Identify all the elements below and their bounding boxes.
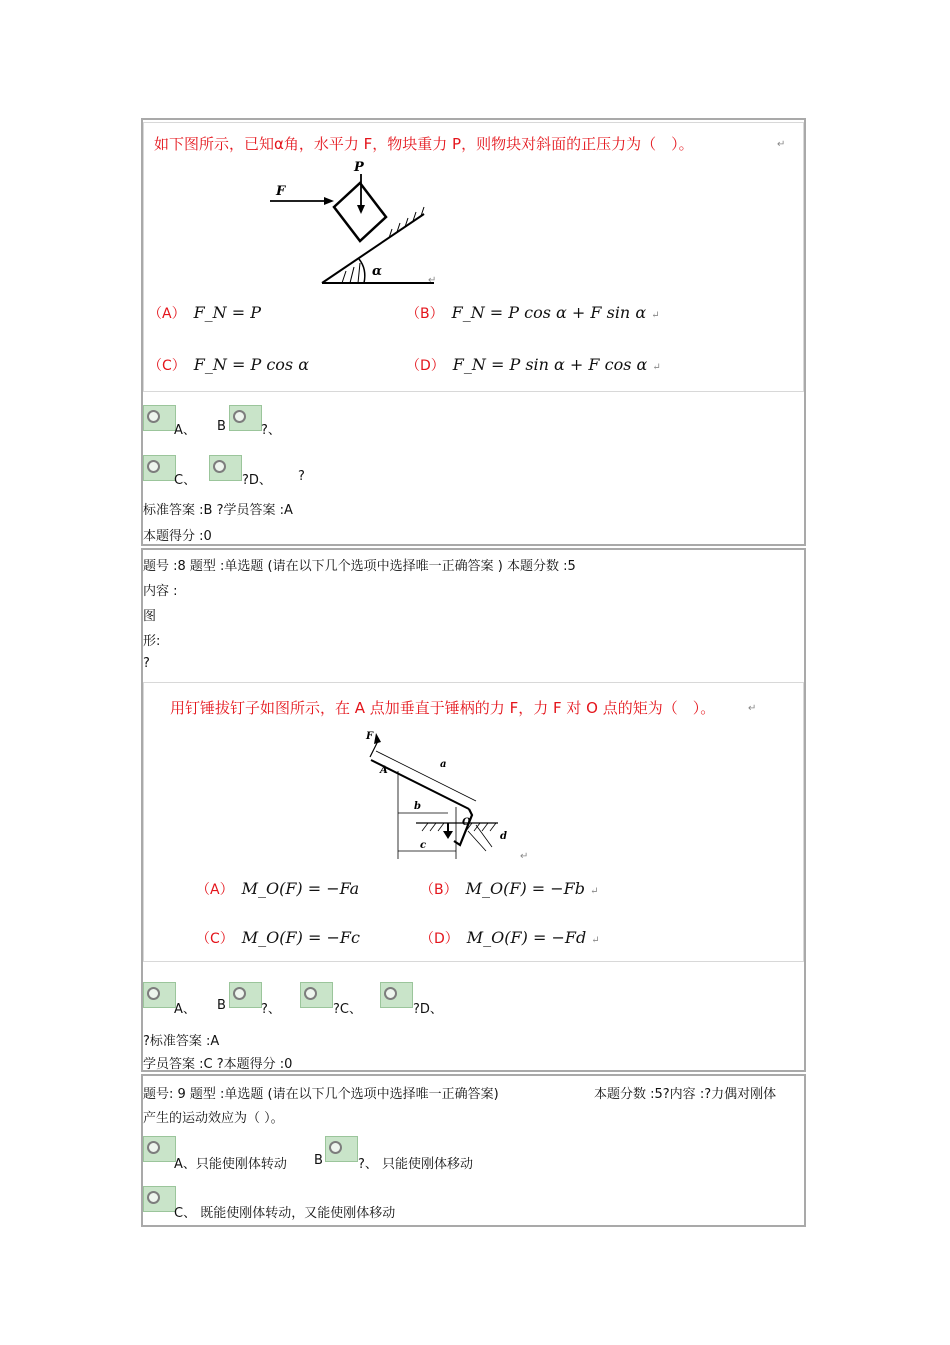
radio-circle-icon [384, 987, 397, 1000]
question-8-stem: 用钉锤拔钉子如图所示，在 A 点加垂直于锤柄的力 F，力 F 对 O 点的矩为（ ）。 [170, 699, 716, 717]
q9-radio-c[interactable] [143, 1186, 176, 1212]
question-7-stem: 如下图所示，已知α角，水平力 F，物块重力 P，则物块对斜面的正压力为（ ）。 [154, 135, 694, 153]
return-mark: ↵ [520, 851, 529, 862]
point-a-label: A [380, 765, 388, 776]
q7-choice-d-label: ?D、 [242, 473, 272, 488]
radio-circle-icon [147, 410, 160, 423]
q8-radio-b[interactable] [229, 982, 262, 1008]
dim-a-label: a [440, 759, 447, 770]
q7-choice-d-suffix: ? [298, 469, 305, 484]
radio-circle-icon [233, 987, 246, 1000]
q8-formula-option-c: （C） M_O(F) = −Fc [196, 928, 360, 947]
q8-header: 题号 :8 题型 :单选题 (请在以下几个选项中选择唯一正确答案 ) 本题分数 :5 [143, 559, 576, 574]
radio-circle-icon [233, 410, 246, 423]
radio-circle-icon [147, 1191, 160, 1204]
return-mark: ↵ [428, 275, 437, 286]
q7-score: 本题得分 :0 [143, 529, 212, 544]
q7-choice-b-suffix: ?、 [261, 423, 281, 438]
force-f-label: F [276, 184, 286, 199]
return-mark: ↵ [748, 703, 757, 714]
radio-circle-icon [304, 987, 317, 1000]
q7-choice-c-label: C、 [174, 473, 197, 488]
q7-radio-a[interactable] [143, 405, 176, 431]
q9-header-line2: 产生的运动效应为（ ）。 [143, 1111, 284, 1126]
q9-radio-a[interactable] [143, 1136, 176, 1162]
q9-header-left: 题号: 9 题型 :单选题 (请在以下几个选项中选择唯一正确答案) [143, 1087, 499, 1102]
q8-figure-label-1: 图 [143, 609, 157, 624]
dim-d-label: d [500, 831, 507, 842]
radio-circle-icon [329, 1141, 342, 1154]
q8-choice-a-label: A、 [174, 1002, 196, 1017]
angle-alpha-label: α [372, 264, 383, 279]
question-8-figure-panel [143, 682, 804, 962]
q8-student-answer-score: 学员答案 :C ?本题得分 :0 [143, 1057, 293, 1072]
q7-formula-option-b: （B） F_N = P cos α + F sin α ↵ [406, 303, 660, 322]
force-f-label: F [366, 731, 374, 742]
q7-formula-option-d: （D） F_N = P sin α + F cos α ↵ [406, 355, 661, 374]
q8-formula-option-a: （A） M_O(F) = −Fa [196, 879, 360, 898]
q8-placeholder: ? [143, 656, 150, 671]
q9-choice-b-letter: B [314, 1153, 323, 1168]
q9-radio-b[interactable] [325, 1136, 358, 1162]
radio-circle-icon [147, 1141, 160, 1154]
hammer-nail-diagram [366, 727, 546, 862]
q7-standard-answer: 标准答案 :B ?学员答案 :A [143, 503, 293, 518]
q8-radio-c[interactable] [300, 982, 333, 1008]
point-o-label: O [462, 817, 471, 828]
q8-content-label: 内容 : [143, 584, 178, 599]
q9-choice-a-label: A、只能使刚体转动 [174, 1157, 287, 1172]
q8-figure-label-2: 形: [143, 634, 161, 649]
q8-radio-d[interactable] [380, 982, 413, 1008]
q7-choice-b-letter: B [217, 419, 226, 434]
radio-circle-icon [213, 460, 226, 473]
q8-choice-b-suffix: ?、 [261, 1002, 281, 1017]
return-mark: ↵ [777, 139, 786, 150]
dim-b-label: b [414, 801, 421, 812]
q9-choice-b-label: ?、 只能使刚体移动 [358, 1157, 474, 1172]
q9-choice-c-label: C、 既能使刚体转动，又能使刚体移动 [174, 1206, 396, 1221]
q7-radio-b[interactable] [229, 405, 262, 431]
q8-formula-option-d: （D） M_O(F) = −Fd ↵ [420, 928, 600, 947]
radio-circle-icon [147, 460, 160, 473]
incline-block-diagram [264, 159, 464, 289]
q8-choice-b-letter: B [217, 998, 226, 1013]
q9-header-right: 本题分数 :5?内容 :?力偶对刚体 [594, 1087, 777, 1102]
q7-formula-option-c: （C） F_N = P cos α [148, 355, 310, 374]
force-p-label: P [354, 160, 364, 175]
q8-choice-d-label: ?D、 [413, 1002, 443, 1017]
question-7-figure-panel [143, 122, 804, 392]
q7-choice-a-label: A、 [174, 423, 196, 438]
q8-standard-answer: ?标准答案 :A [143, 1034, 220, 1049]
q7-radio-d[interactable] [209, 455, 242, 481]
q8-formula-option-b: （B） M_O(F) = −Fb ↵ [420, 879, 599, 898]
dim-c-label: c [420, 840, 427, 851]
q8-choice-c-label: ?C、 [333, 1002, 362, 1017]
q8-radio-a[interactable] [143, 982, 176, 1008]
radio-circle-icon [147, 987, 160, 1000]
q7-formula-option-a: （A） F_N = P [148, 303, 262, 322]
q7-radio-c[interactable] [143, 455, 176, 481]
